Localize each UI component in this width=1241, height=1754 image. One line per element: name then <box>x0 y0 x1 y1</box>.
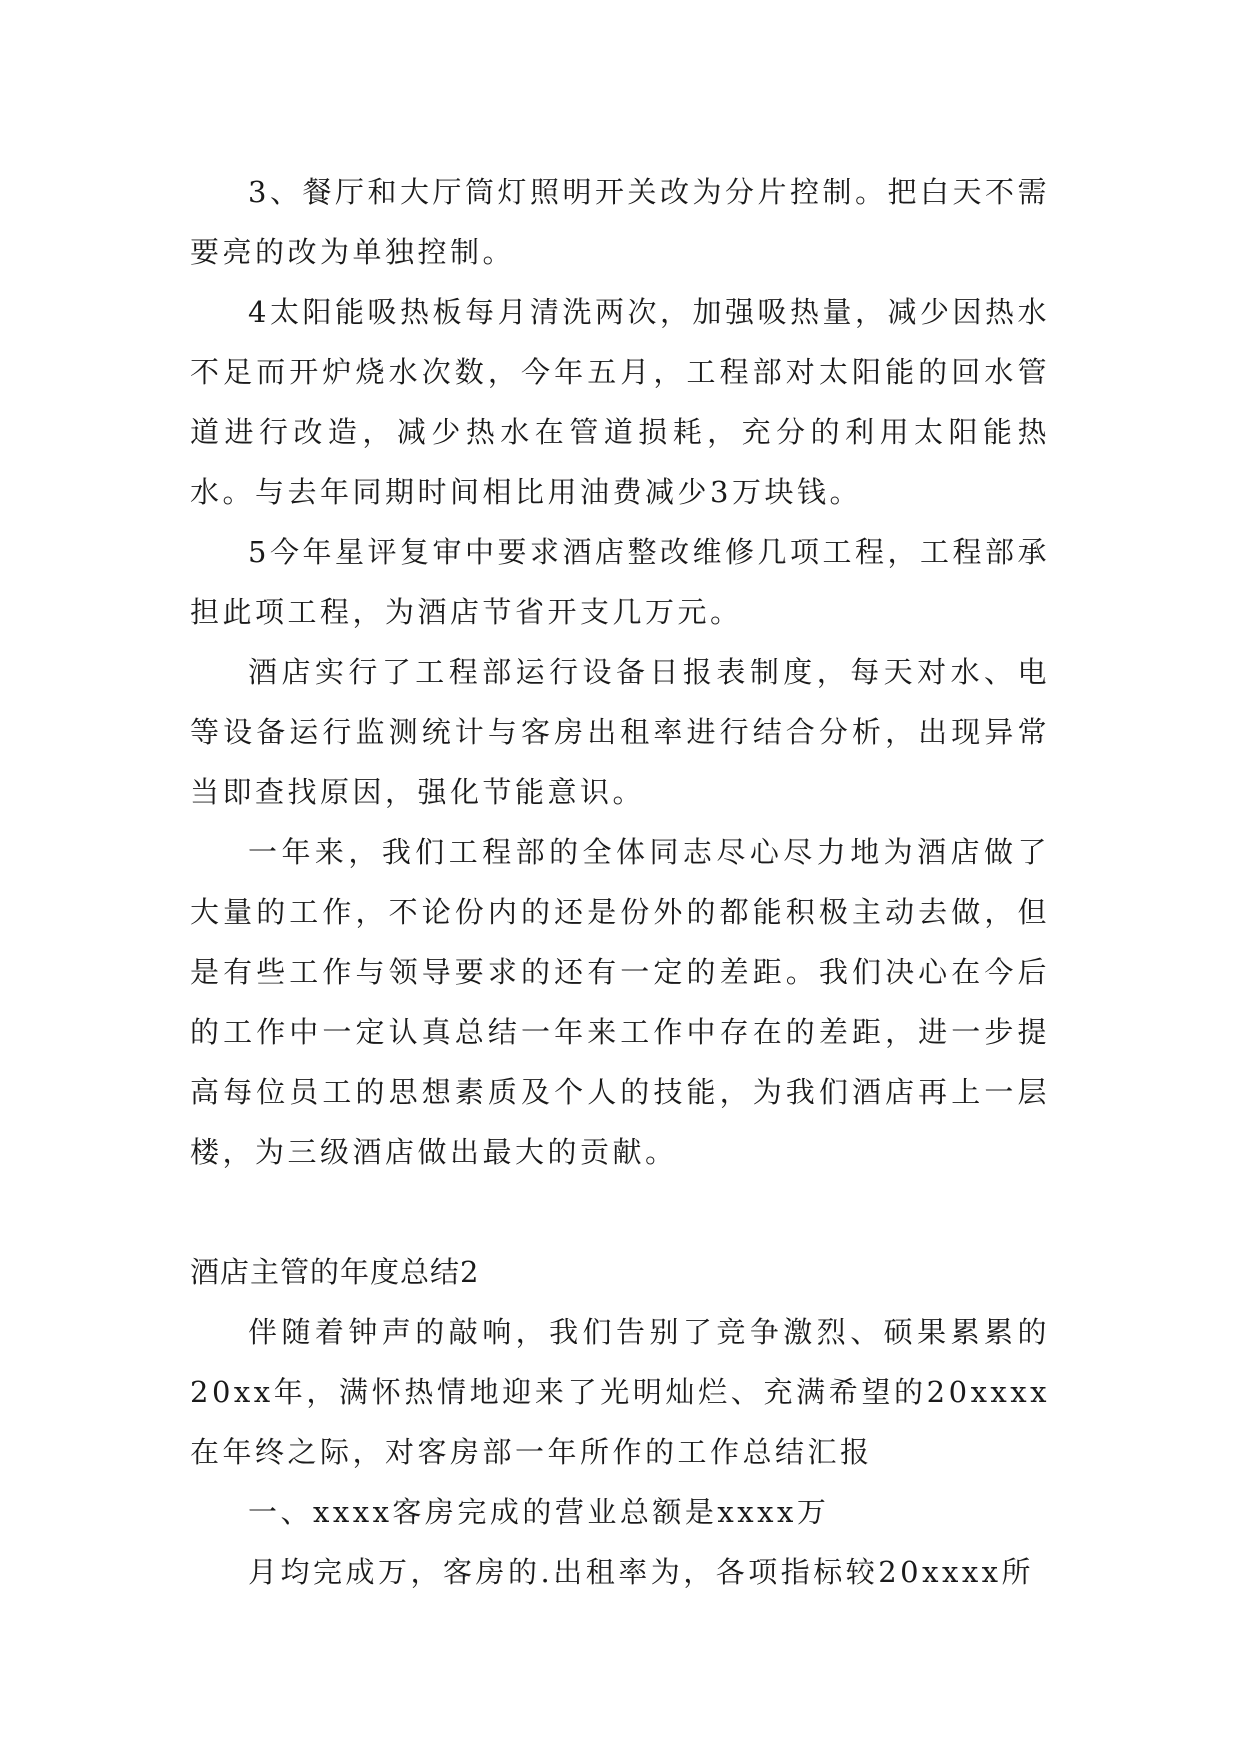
paragraph-revenue: 一、xxxx客房完成的营业总额是xxxx万 <box>248 1495 830 1529</box>
paragraph-star-review: 5今年星评复审中要求酒店整改维修几项工程，工程部承担此项工程，为酒店节省开支几万元。 <box>190 535 1050 629</box>
section-title: 酒店主管的年度总结2 <box>190 1255 480 1289</box>
paragraph-solar-panel: 4太阳能吸热板每月清洗两次，加强吸热量，减少因热水不足而开炉烧水次数，今年五月，工程部对太阳能的回水管道进行改造，减少热水在管道损耗，充分的利用太阳能热水。与去年同期时间相比用油费减少3万块钱。 <box>190 295 1050 509</box>
paragraph-lighting-control: 3、餐厅和大厅筒灯照明开关改为分片控制。把白天不需要亮的改为单独控制。 <box>190 175 1050 269</box>
paragraph-daily-report: 酒店实行了工程部运行设备日报表制度，每天对水、电等设备运行监测统计与客房出租率进行结合分析，出现异常当即查找原因，强化节能意识。 <box>190 655 1050 809</box>
document-body <box>190 162 1050 1602</box>
paragraph-intro: 伴随着钟声的敲响，我们告别了竞争激烈、硕果累累的20xx年，满怀热情地迎来了光明灿烂、充满希望的20xxxx在年终之际，对客房部一年所作的工作总结汇报 <box>190 1315 1050 1469</box>
paragraph-year-summary: 一年来，我们工程部的全体同志尽心尽力地为酒店做了大量的工作，不论份内的还是份外的都能积极主动去做，但是有些工作与领导要求的还有一定的差距。我们决心在今后的工作中一定认真总结一年来工作中存在的差距，进一步提高每位员工的思想素质及个人的技能，为我们酒店再上一层楼，为三级酒店做出最大的贡献。 <box>190 835 1050 1169</box>
paragraph-monthly: 月均完成万，客房的.出租率为，各项指标较20xxxx所 <box>248 1555 1035 1589</box>
